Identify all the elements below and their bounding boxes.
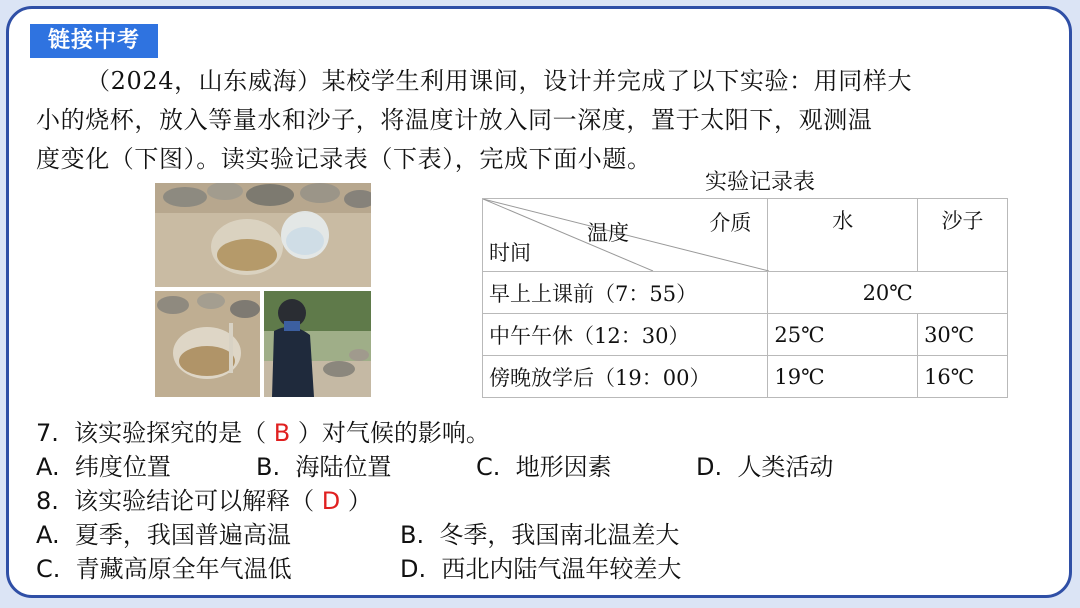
q8-option-b: B. 冬季，我国南北温差大 bbox=[400, 521, 680, 549]
q8-answer: D bbox=[321, 487, 341, 515]
q8-option-a: A. 夏季，我国普遍高温 bbox=[36, 521, 291, 549]
q8-prefix: 8. 该实验结论可以解释（ bbox=[36, 487, 322, 515]
table-title: 实验记录表 bbox=[705, 170, 816, 195]
row-time: 中午午休（12：30） bbox=[483, 314, 768, 356]
header-time-label: 时间 bbox=[489, 241, 531, 265]
q8-suffix: ） bbox=[340, 487, 372, 515]
header-sand: 沙子 bbox=[918, 199, 1008, 272]
table-header-row bbox=[483, 199, 1008, 272]
q7-option-d: D. 人类活动 bbox=[696, 453, 834, 481]
q8-options-row-2 bbox=[36, 552, 1036, 586]
intro-line-1: （2024，山东威海）某校学生利用课间，设计并完成了以下实验：用同样大 bbox=[86, 67, 913, 95]
row-water-temp: 25℃ bbox=[768, 314, 918, 356]
q7-suffix: ）对气候的影响。 bbox=[290, 419, 490, 447]
q7-option-a: A. 纬度位置 bbox=[36, 453, 171, 481]
photo-beakers-on-ground bbox=[155, 183, 371, 287]
row-time: 早上上课前（7：55） bbox=[483, 272, 768, 314]
q7-answer: B bbox=[273, 419, 291, 447]
q8-options-row-1 bbox=[36, 518, 1036, 552]
q8-option-d: D. 西北内陆气温年较差大 bbox=[400, 555, 682, 583]
row-time: 傍晚放学后（19：00） bbox=[483, 356, 768, 398]
table-row bbox=[483, 356, 1008, 398]
section-tag: 链接中考 bbox=[30, 24, 158, 58]
header-water: 水 bbox=[768, 199, 918, 272]
row-sand-temp: 30℃ bbox=[918, 314, 1008, 356]
question-intro bbox=[36, 62, 1046, 179]
row-water-temp: 19℃ bbox=[768, 356, 918, 398]
photo-student-observing bbox=[264, 291, 371, 397]
photo-sand-beaker bbox=[155, 291, 260, 397]
q7-options bbox=[36, 450, 1036, 484]
row-sand-temp: 16℃ bbox=[918, 356, 1008, 398]
question-8 bbox=[36, 484, 1036, 518]
header-temperature-label: 温度 bbox=[587, 221, 629, 245]
diagonal-header-cell bbox=[483, 199, 768, 272]
header-medium-label: 介质 bbox=[709, 211, 752, 235]
record-table bbox=[482, 198, 1008, 398]
row-merged-temp: 20℃ bbox=[768, 272, 1008, 314]
q7-option-b: B. 海陆位置 bbox=[256, 453, 392, 481]
table-row bbox=[483, 272, 1008, 314]
intro-line-3: 度变化（下图）。读实验记录表（下表），完成下面小题。 bbox=[36, 145, 652, 173]
question-7 bbox=[36, 416, 1036, 450]
experiment-photos bbox=[155, 183, 371, 397]
table-row bbox=[483, 314, 1008, 356]
q7-prefix: 7. 该实验探究的是（ bbox=[36, 419, 274, 447]
q7-option-c: C. 地形因素 bbox=[476, 453, 612, 481]
q8-option-c: C. 青藏高原全年气温低 bbox=[36, 555, 292, 583]
questions bbox=[36, 416, 1036, 586]
intro-line-2: 小的烧杯，放入等量水和沙子，将温度计放入同一深度，置于太阳下，观测温 bbox=[36, 106, 873, 134]
